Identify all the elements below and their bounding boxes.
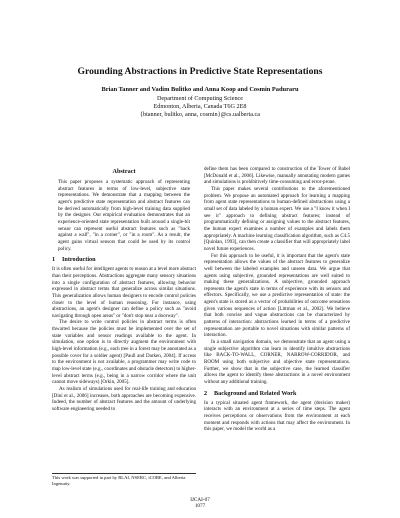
footnote: This work was supported in part by RLAI, NSERC, iCORE, and Alberta Ingenuity.: [52, 473, 196, 487]
intro-paragraph-1: It is often useful for intelligent agents to reason at a level more abstract than their perceptions. Abstractions aggregate many sensory situations into a single configuration of abstract features, allowing behavior expressed in abstract terms that generalize across similar situations. This generalization allows human designers to encode control policies closer to the level of human reasoning. For instance, using abstractions, an agent's designer can define a policy such as "avoid navigating through open areas" or "don't stop near a doorway".: [52, 266, 196, 319]
right-paragraph-4: In a small navigation domain, we demonstrate that an agent using a single subjective algorithm can learn to identify intuitive abstractions like BACK-TO-WALL, CORNER, NARROW-CORRIDOR, and ROOM using both subjective and objective state representations. Further, we show that in the subjective case, the learned classifier allows the agent to identify these abstractions in a novel environment without any additional training.: [204, 339, 350, 385]
affiliation-email: {btanner, bulitko, anna, cosmin}@cs.ualberta.ca: [140, 111, 260, 119]
section-title: Introduction: [62, 256, 96, 264]
paper-title: Grounding Abstractions in Predictive State Representations: [77, 66, 323, 77]
intro-paragraph-3: As realism of simulations used for real-life training and education [Dini et al., 2006] increases, both approaches are becoming expensive. Indeed, the number of abstract features and the amount of underlying software engineering needed to: [52, 386, 196, 412]
right-paragraph-2: This paper makes several contributions to the aforementioned problem. We propose an automated approach for learning a mapping from agent state representations to human-defined abstractions using a small set of data labeled by a human expert. We use a "I know it when I see it" approach to defining abstract features; instead of programmatically defining or assigning values to the abstract features, the human expert examines a number of examples and labels them appropriately. A machine learning classification algorithm, such as C4.5 [Quinlan, 1993], can then create a classifier that will appropriately label novel future experiences.: [204, 185, 350, 252]
right-column: [204, 166, 350, 433]
author-list: Brian Tanner and Vadim Bulitko and Anna Koop and Cosmin Paduraru: [101, 86, 299, 93]
affiliation-block: [20, 95, 380, 120]
affiliation-dept: Department of Computing Science: [156, 95, 244, 102]
affiliation-place: Edmonton, Alberta, Canada T6G 2E8: [153, 103, 247, 111]
abstract-text: This paper proposes a systematic approach of representing abstract features in terms of low-level, subjective state representations. We demonstrate that a mapping between the agent's predictive state representation and abstract features can be derived automatically from high-level training data supplied by the designer. Our empirical evaluation demonstrates that an experience-oriented state representation built around a single-bit sensor can represent useful abstract features such as "back against a wall", "in a corner", or "in a room". As a result, the agent gains virtual sensors that could be used by its control policy.: [58, 179, 190, 252]
right-paragraph-3: For this approach to be useful, it is important that the agent's state representation allows the values of the abstract features to generalize well between the labeled examples and unseen data. We argue that agents using subjective, grounded representations are well suited to making these generalizations. A subjective, grounded approach represents the agent's state in terms of experience with its sensors and effectors. Specifically, we use a predictive representation of state: the agent's state is stored as a vector of probabilities of outcome sensations given various sequences of action [Littman et al., 2002]. We believe that both concise and vague abstractions can be characterized by patterns of interaction: abstractions learned in terms of a predictive representation are portable to novel situations with similar patterns of interaction.: [204, 252, 350, 339]
section-heading-background: [204, 390, 350, 398]
venue-label: IJCAI-07: [190, 497, 210, 503]
section-number: 1: [52, 256, 56, 264]
section-heading-introduction: [52, 256, 196, 264]
abstract-heading: Abstract: [112, 168, 136, 175]
section-title: Background and Related Work: [214, 389, 297, 397]
intro-paragraph-2: The desire to write control policies in abstract terms is often thwarted because the policies must be implemented over the set of state variables and sensor readings available to the agent. In simulation, one option is to directly augment the environment with high-level information (e.g., each tree in a forest may be annotated as a possible cover for a soldier agent) [Paull and Darken, 2004]. If access to the environment is not available, a programmer may write code to map low-level state (e.g., coordinates and obstacle detectors) to higher-level abstract terms (e.g., being in a narrow corridor where the unit cannot move sideways) [Orkin, 2005].: [52, 319, 196, 386]
page-number: 1077: [194, 503, 206, 510]
section-number: 2: [204, 389, 208, 397]
background-paragraph: In a typical situated agent framework, the agent (decision maker) interacts with an environment at a series of time steps. The agent receives perceptions or observations from the environment at each moment and responds with actions that may affect the environment. In this paper, we model the world as a: [204, 399, 350, 433]
left-column: [52, 168, 196, 413]
page-footer: [0, 497, 400, 510]
right-paragraph-1: define them has been compared to construction of the Tower of Babel [McDonald et al., 2006]. Likewise, manually annotating modern games and simulations is prohibitively time-consuming and error-prone.: [204, 166, 350, 186]
